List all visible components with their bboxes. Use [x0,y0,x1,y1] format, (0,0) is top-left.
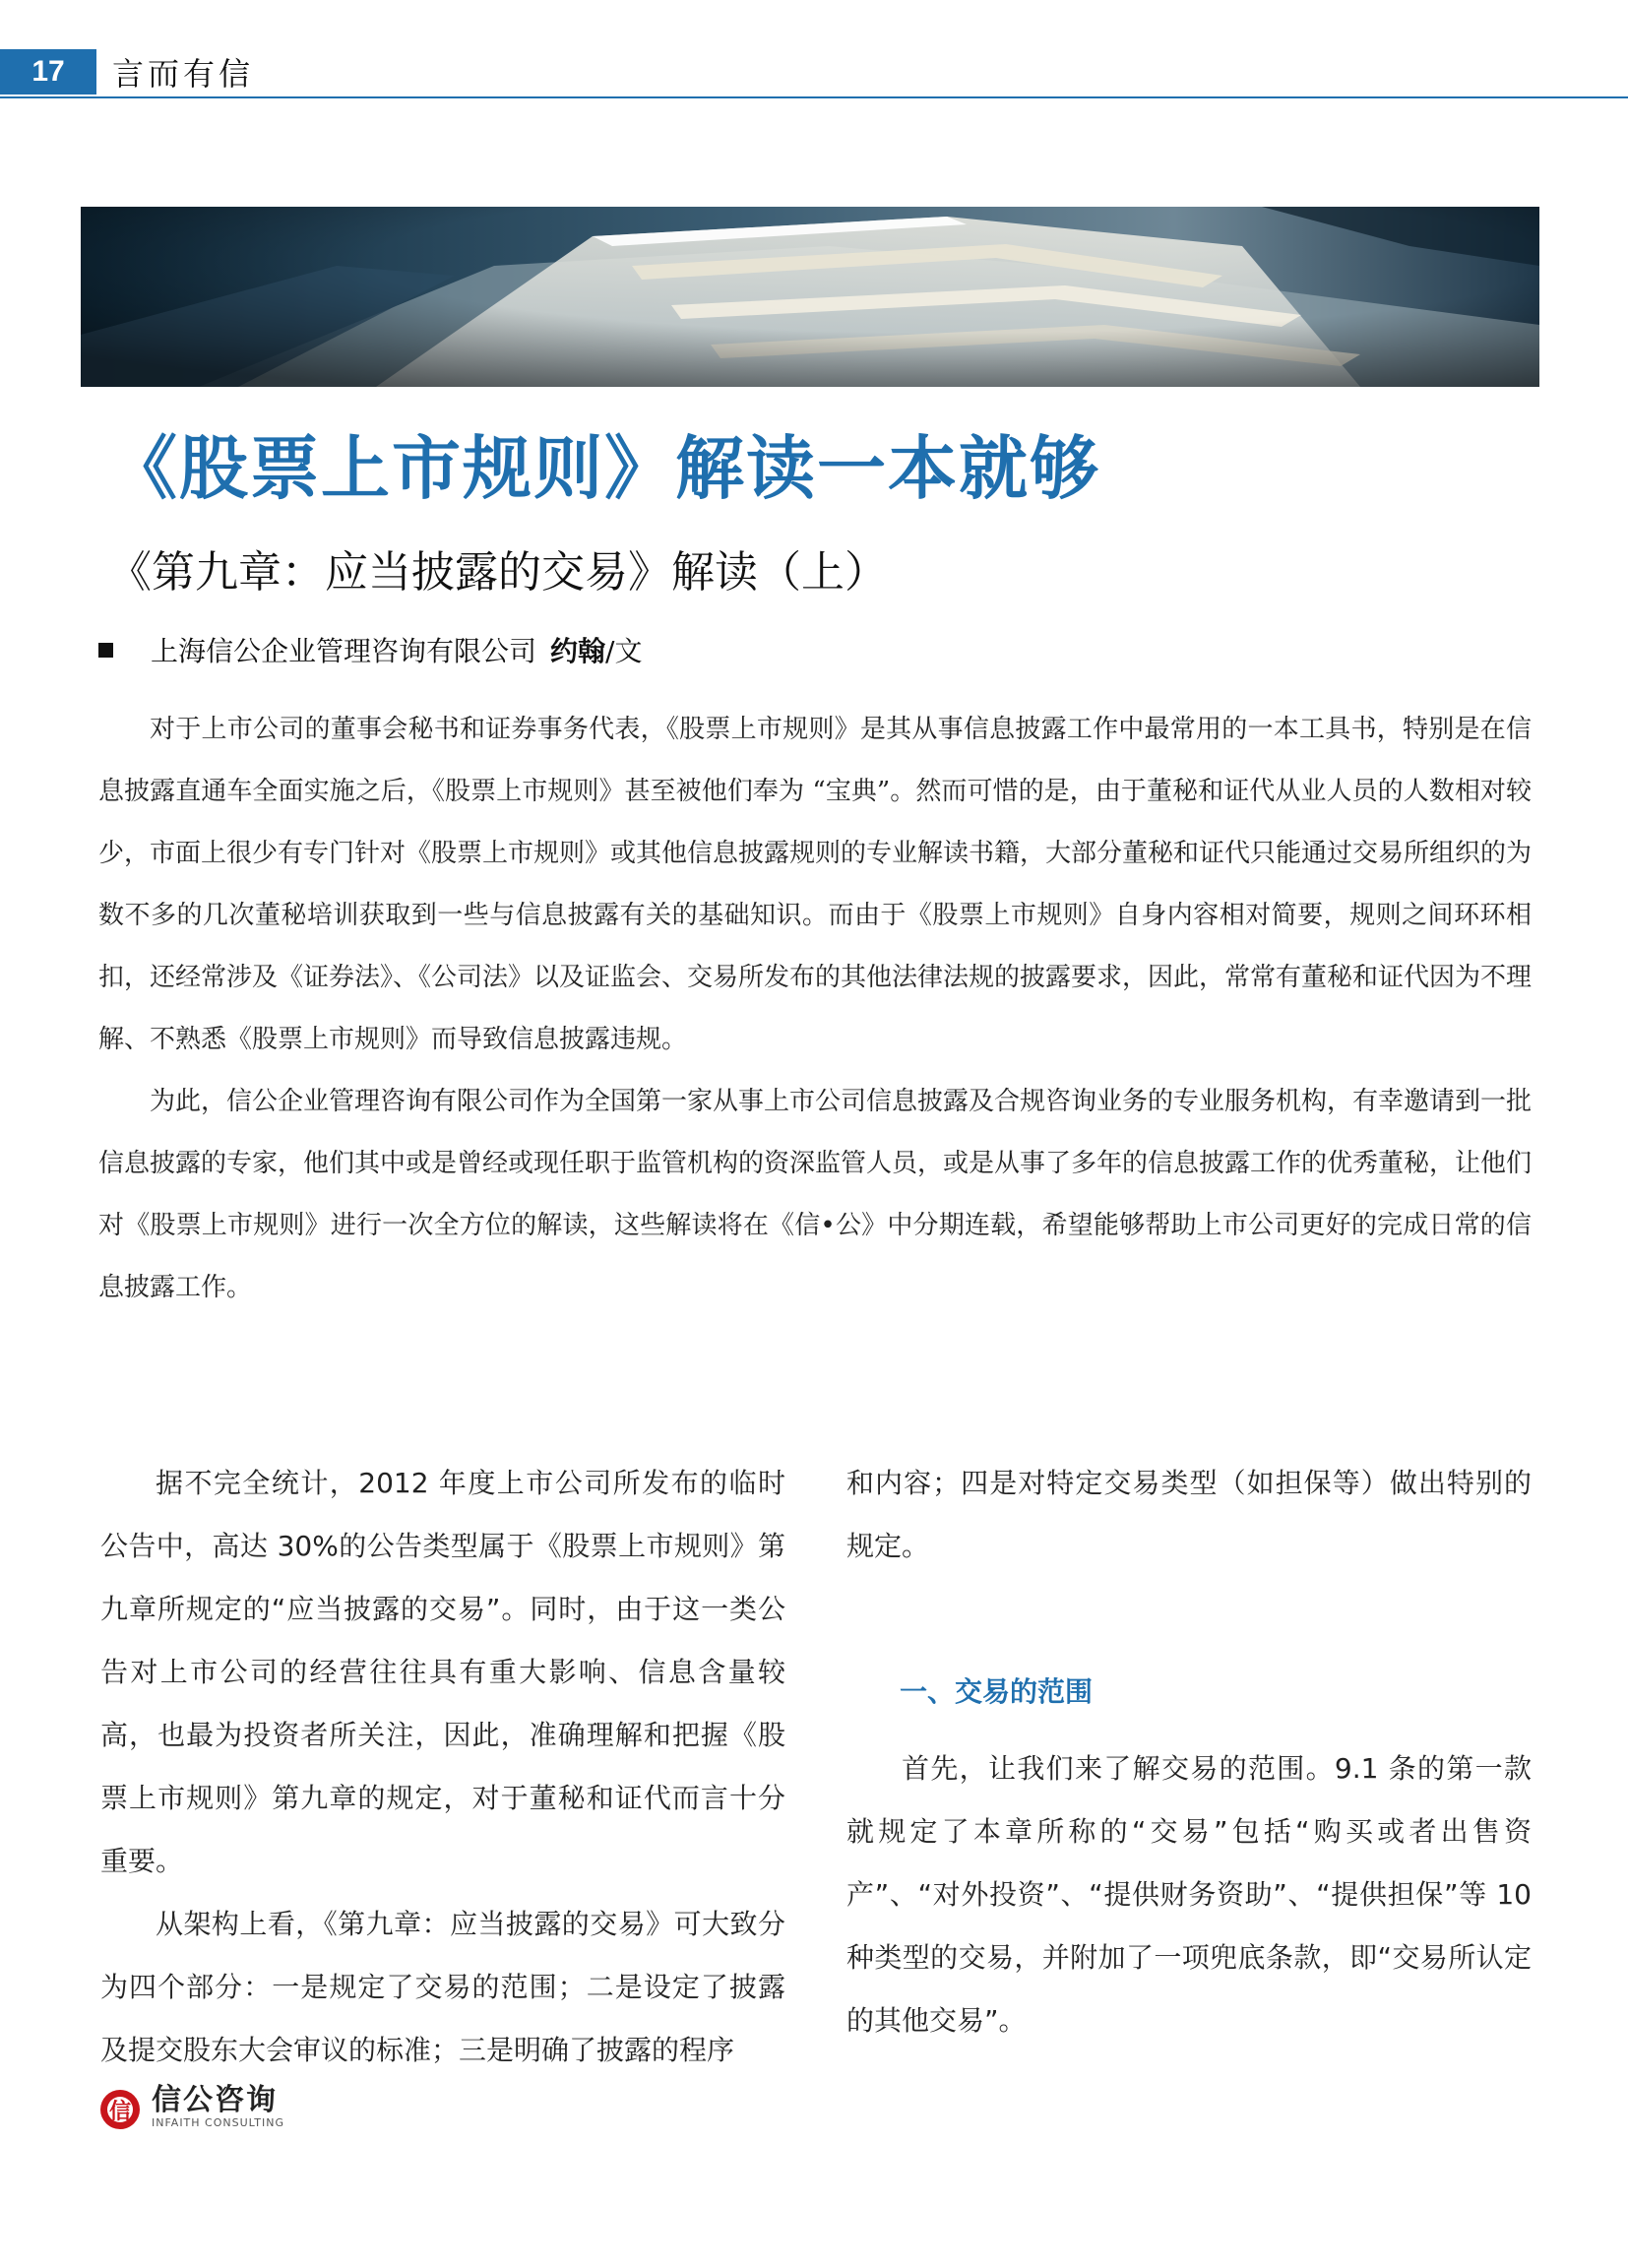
intro-paragraph: 为此，信公企业管理咨询有限公司作为全国第一家从事上市公司信息披露及合规咨询业务的专业服务机构，有幸邀请到一批信息披露的专家，他们其中或是曾经或现任职于监管机构的资深监管人员，或是从事了多年的信息披露工作的优秀董秘，让他们对《股票上市规则》进行一次全方位的解读，这些解读将在《信•公》中分期连载，希望能够帮助上市公司更好的完成日常的信息披露工作。 [98,1087,1533,1302]
intro-paragraph: 对于上市公司的董事会秘书和证券事务代表，《股票上市规则》是其从事信息披露工作中最常用的一本工具书，特别是在信息披露直通车全面实施之后，《股票上市规则》甚至被他们奉为 “宝典”。然而可惜的是，由于董秘和证代从业人员的人数相对较少，市面上很少有专门针对《股票上市规则》或其他信息披露规则的专业解读书籍，大部分董秘和证代只能通过交易所组织的为数不多的几次董秘培训获取到一些与信息披露有关的基础知识。而由于《股票上市规则》自身内容相对简要，规则之间环环相扣，还经常涉及《证券法》、《公司法》以及证监会、交易所发布的其他法律法规的披露要求，因此，常常有董秘和证代因为不理解、不熟悉《股票上市规则》而导致信息披露违规。 [98,715,1533,1054]
body-column-right [846,1452,1532,2052]
section-heading: 一、交易的范围 [900,1675,1094,1708]
article-title: 《股票上市规则》解读一本就够 [108,428,1100,509]
magazine-title: 言而有信 [112,55,255,93]
body-paragraph: 据不完全统计，2012 年度上市公司所发布的临时公告中，高达 30%的公告类型属于《股票上市规则》第九章所规定的“应当披露的交易”。同时，由于这一类公告对上市公司的经营往往具有重大影响、信息含量较高，也最为投资者所关注，因此，准确理解和把握《股票上市规则》第九章的规定，对于董秘和证代而言十分重要。 [100,1467,785,1877]
article-subtitle: 《第九章：应当披露的交易》解读（上） [108,547,888,598]
banner-image [81,207,1539,387]
byline-suffix: /文 [605,635,643,667]
infaith-logo-icon [98,2082,144,2133]
intro-section [98,699,1532,1319]
logo-mark-glyph: 信 [108,2100,132,2124]
page-number: 17 [0,49,96,94]
body-paragraph: 首先，让我们来了解交易的范围。9.1 条的第一款就规定了本章所称的“交易”包括“购买或者出售资产”、“对外投资”、“提供财务资助”、“提供担保”等 10 种类型的交易，并附加了一项兜底条款，即“交易所认定的其他交易”。 [846,1752,1532,2037]
header-rule [0,96,1628,98]
byline-author: 约翰 [550,635,606,667]
logo-english-text: INFAITH CONSULTING [152,2116,284,2129]
company-logo [98,2082,284,2133]
body-paragraph: 从架构上看，《第九章：应当披露的交易》可大致分为四个部分：一是规定了交易的范围；二是设定了披露及提交股东大会审议的标准；三是明确了披露的程序 [100,1908,785,2066]
body-paragraph: 和内容；四是对特定交易类型（如担保等）做出特别的规定。 [846,1467,1532,1562]
byline-organization: 上海信公企业管理咨询有限公司 [151,635,537,667]
square-bullet-icon [98,643,113,658]
stacked-papers-illustration [81,207,1539,387]
body-column-left [100,1452,785,2082]
logo-chinese-text: 信公咨询 [152,2083,278,2117]
byline [98,630,642,669]
